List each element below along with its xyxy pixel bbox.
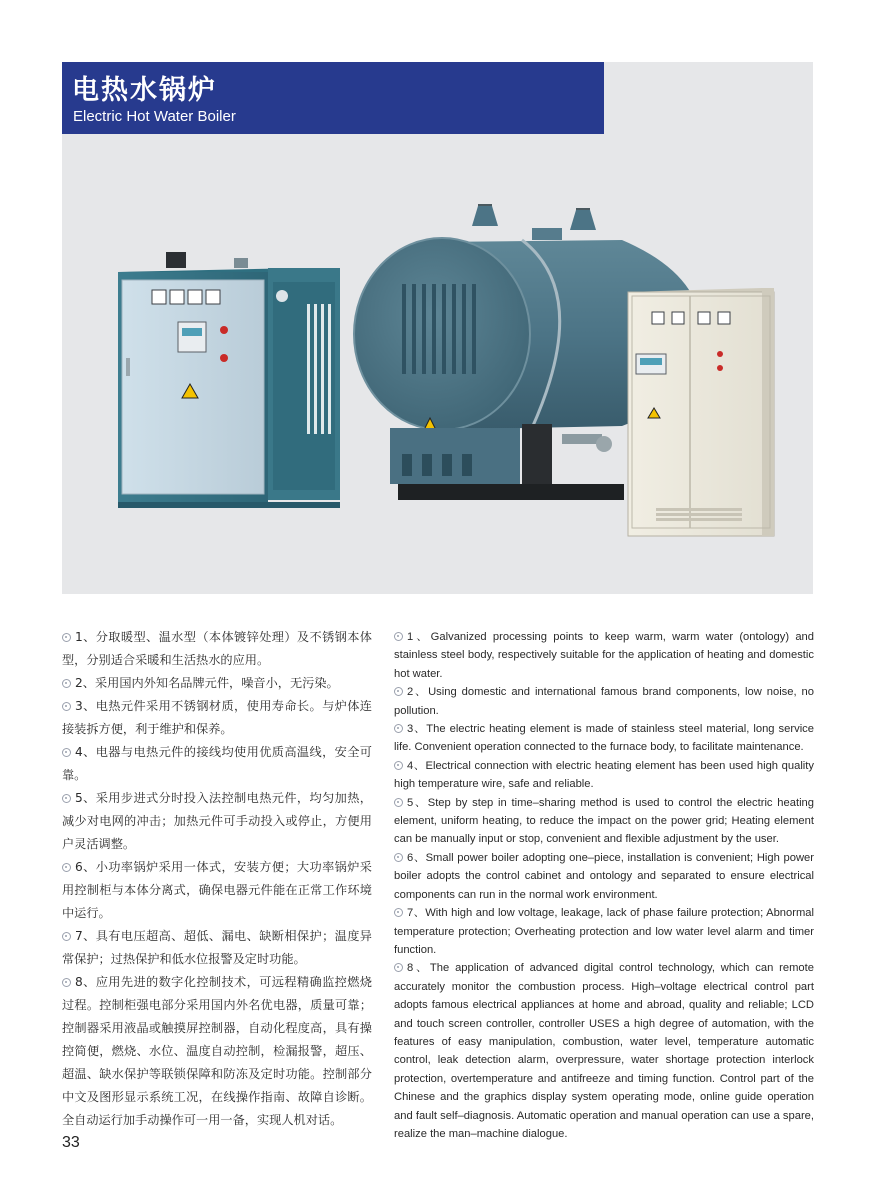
feature-cn-item: 4、电器与电热元件的接线均使用优质高温线，安全可靠。 — [62, 745, 372, 782]
bullet-icon — [62, 679, 71, 688]
feature-cn-item: 2、采用国内外知名品牌元件，噪音小，无污染。 — [62, 672, 372, 695]
feature-cn-item: 6、小功率锅炉采用一体式，安装方便；大功率锅炉采用控制柜与本体分离式，确保电器元件能在正常工作环境中运行。 — [62, 860, 372, 920]
feature-en-item: 7、With high and low voltage, leakage, lack of phase failure protection; Abnormal temperature protection; Overheating protection and low water level alarm and timer function. — [394, 907, 814, 956]
bullet-icon — [62, 932, 71, 941]
bullet-icon — [394, 761, 403, 770]
bullet-icon — [62, 863, 71, 872]
bullet-icon — [394, 798, 403, 807]
feature-en-item: 8、The application of advanced digital control technology, which can remote accurately monitor the combustion process. High–voltage electrical control part adopts famous electrical appliances at home and abroad, quality and reliable; LCD and touch screen controller, controller USES a high degree of automation, with the features of easy manipulation, combustion, water level, temperature automatic control, leak detection alarm, overpressure, water shortage protection interlock protection, overtemperature and antifreeze and timing function. Control part of the Chinese and the graphics display system operating mode, online guide operation and fault self–diagnosis. Automatic operation and manual operation can use a spare, realize the man–machine dialogue. — [394, 962, 814, 1140]
integrated-boiler-cabinet — [118, 252, 340, 508]
bullet-icon — [62, 794, 71, 803]
feature-cn-item: 5、采用步进式分时投入法控制电热元件，均匀加热，减少对电网的冲击；加热元件可手动投入或停止，方便用户灵活调整。 — [62, 791, 372, 851]
bullet-icon — [394, 908, 403, 917]
bullet-icon — [394, 724, 403, 733]
feature-en-item: 4、Electrical connection with electric heating element has been used high quality high temperature wire, safe and reliable. — [394, 759, 814, 791]
feature-en-item: 5、Step by step in time–sharing method is used to control the electric heating element, uniform heating, to reduce the impact on the power grid; Heating element can be manually input or stop, convenient and flexible adjustment by the user. — [394, 796, 814, 846]
bullet-icon — [394, 687, 403, 696]
feature-cn-item: 7、具有电压超高、超低、漏电、缺断相保护；温度异常保护；过热保护和低水位报警及定时功能。 — [62, 929, 372, 966]
bullet-icon — [62, 978, 71, 987]
bullet-icon — [394, 963, 403, 972]
page-title-cn: 电热水锅炉 — [72, 75, 217, 106]
feature-cn-item: 8、应用先进的数字化控制技术，可远程精确监控燃烧过程。控制柜强电部分采用国内外名优电器，质量可靠；控制器采用液晶或触摸屏控制器，自动化程度高，具有操控简便，燃烧、水位、温度自动控制，检漏报警，超压、超温、缺水保护等联锁保障和防冻及定时功能。控制部分中文及图形显示系统工况，在线操作指南、故障自诊断。全自动运行加手动操作可一用一备，实现人机对话。 — [62, 975, 372, 1127]
bullet-icon — [62, 748, 71, 757]
feature-cn-item: 3、电热元件采用不锈钢材质，使用寿命长。与炉体连接装拆方便，利于维护和保养。 — [62, 699, 372, 736]
bullet-icon — [394, 853, 403, 862]
feature-en-item: 3、The electric heating element is made of stainless steel material, long service life. Convenient operation connected to the furnace body, to facilitate maintenance. — [394, 723, 814, 754]
feature-cn-item: 1、分取暖型、温水型（本体镀锌处理）及不锈钢本体型，分别适合采暖和生活热水的应用。 — [62, 630, 372, 667]
feature-en-item: 2、Using domestic and international famous brand components, low noise, no pollution. — [394, 686, 814, 717]
features-en — [394, 628, 814, 1143]
feature-en-item: 6、Small power boiler adopting one–piece, installation is convenient; High power boiler adopts the control cabinet and ontology and separated to ensure electrical components can run in the normal work environment. — [394, 851, 814, 901]
product-photo — [62, 134, 813, 594]
features-cn — [62, 626, 372, 1132]
bullet-icon — [62, 702, 71, 711]
bullet-icon — [394, 632, 403, 641]
bullet-icon — [62, 633, 71, 642]
feature-en-item: 1、Galvanized processing points to keep warm, warm water (ontology) and stainless steel body, respectively suitable for the application of heating and domestic hot water. — [394, 631, 814, 680]
page-number: 33 — [62, 1134, 80, 1151]
page-title-en: Electric Hot Water Boiler — [73, 108, 236, 125]
boiler-control-cabinet — [628, 288, 774, 536]
